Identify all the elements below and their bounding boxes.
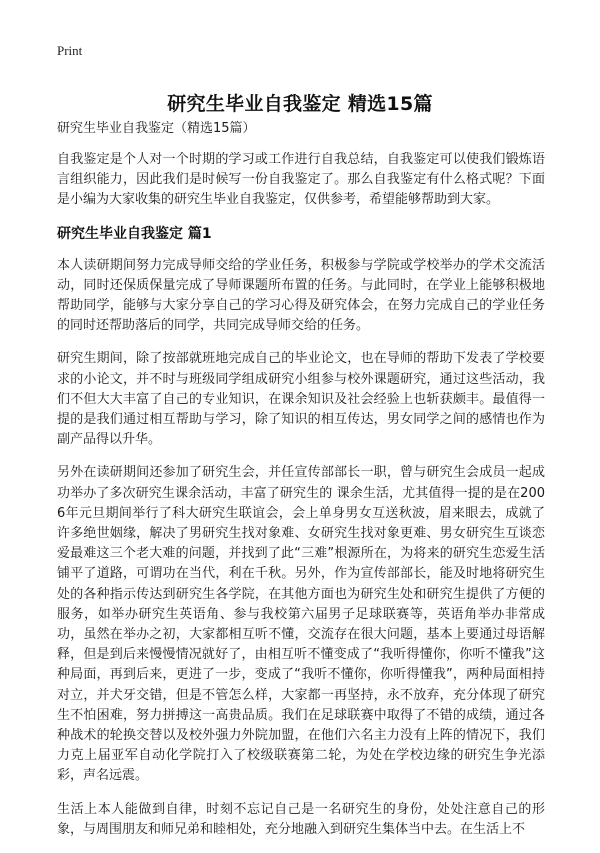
body-paragraph: 生活上本人能做到自律，时刻不忘记自己是一名研究生的身份，处处注意自己的形象，与周围朋友和师兄弟和睦相处，充分地融入到研究生集体当中去。在生活上不 [57,801,545,837]
section-heading: 研究生毕业自我鉴定 篇1 [57,225,212,242]
article-subtitle: 研究生毕业自我鉴定（精选15篇） [57,121,256,136]
article-body [57,119,545,853]
intro-paragraph: 自我鉴定是个人对一个时期的学习或工作进行自我总结，自我鉴定可以使我们锻炼语言组织能力，因此我们是时候写一份自我鉴定了。那么自我鉴定有什么格式呢？下面是小编为大家收集的研究生毕业自我鉴定，仅供参考，希望能够帮助到大家。 [57,152,545,208]
print-link[interactable]: Print [57,43,83,58]
body-paragraph: 另外在读研期间还参加了研究生会，并任宣传部部长一职，曾与研究生会成员一起成功举办了多次研究生课余活动，丰富了研究生的 课余生活，尤其值得一提的是在2006年元旦期间举行了科大研究生联谊会，会上单身男女互送秋波，眉来眼去，成就了许多绝世姻缘，解决了男研究生找对象难、女研究生找对象更难、男女研究生互谈恋爱最难这三个老大难的问题，并找到了此“三难”根源所在，为将来的研究生恋爱生活铺平了道路，可谓功在当代，利在千秋。另外，作为宣传部部长，能及时地将研究生处的各种指示传达到研究生各学院，在其他方面也为研究生处和研究生提供了方便的服务，如举办研究生英语角、参与我校第六届男子足球联赛等，英语角举办非常成功，虽然在举办之初，大家都相互听不懂，交流存在很大问题，基本上要通过母语解释，但是到后来慢慢情况就好了，由相互听不懂变成了“我听得懂你，你听不懂我”这种局面，再到后来，更进了一步，变成了“我听不懂你，你听得懂我”，两种局面相持对立，并犬牙交错，但是不管怎么样，大家都一再坚持，永不放弃，充分体现了研究生不怕困难，努力拼搏这一高贵品质。我们在足球联赛中取得了不错的成绩，通过各种战术的轮换交替以及校外强力外院加盟，在他们六名主力没有上阵的情况下，我们力克上届亚军自动化学院打入了校级联赛第二轮，为处在学校边缘的研究生争光添彩，声名远震。 [57,465,545,784]
body-paragraph: 研究生期间，除了按部就班地完成自己的毕业论文，也在导师的帮助下发表了学校要求的小论文，并不时与班级同学组成研究小组参与校外课题研究，通过这些活动，我们不但大大丰富了自己的专业知识，在课余知识及社会经验上也斩获颇丰。最值得一提的是我们通过相互帮助与学习，除了知识的相互传达，男女同学之间的感情也作为副产品得以升华。 [57,351,545,448]
body-paragraph: 本人读研期间努力完成导师交给的学业任务，积极参与学院或学校举办的学术交流活动，同时还保质保量完成了导师课题所布置的任务。与此同时，在学业上能够积极地帮助同学，能够与大家分享自己的学习心得及研究体会，在努力完成自己的学业任务的同时还帮助落后的同学，共同完成导师交给的任务。 [57,257,545,334]
page-title: 研究生毕业自我鉴定 精选15篇 [167,92,433,115]
